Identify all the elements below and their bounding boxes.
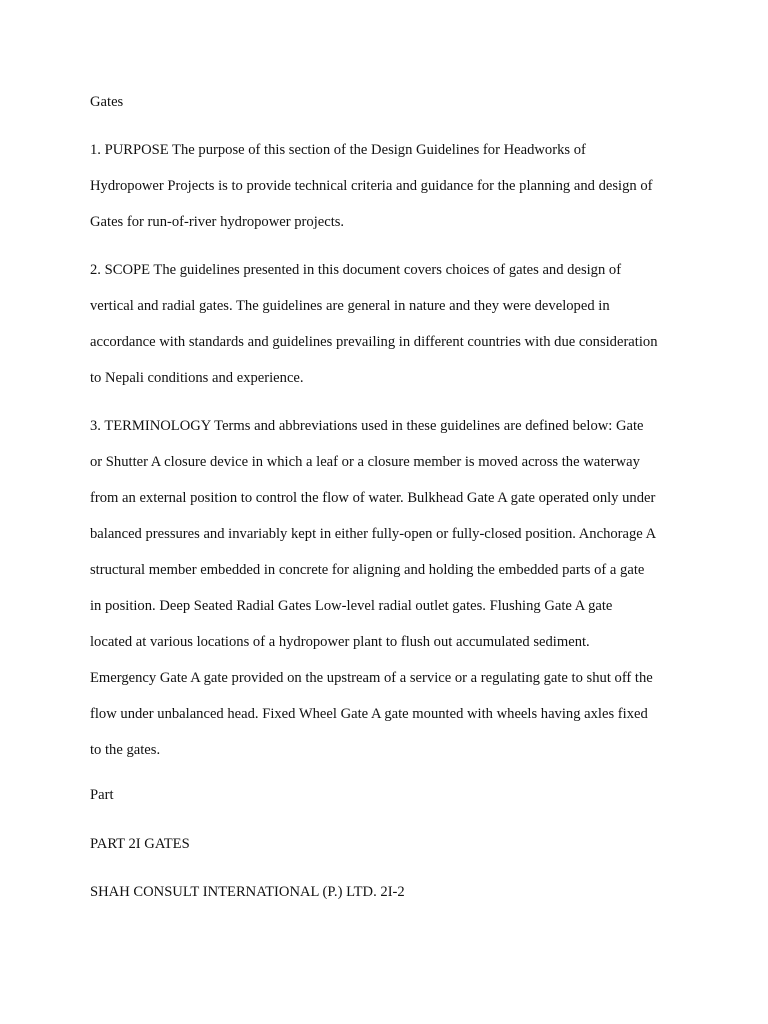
- part-title-text: PART 2I GATES: [90, 836, 190, 852]
- terminology-section: [90, 408, 690, 768]
- footer-text: SHAH CONSULT INTERNATIONAL (P.) LTD. 2I-2: [90, 884, 405, 900]
- terminology-line-7: located at various locations of a hydropower plant to flush out accumulated sediment.: [90, 634, 590, 650]
- terminology-line-8: Emergency Gate A gate provided on the upstream of a service or a regulating gate to shut off the: [90, 670, 653, 686]
- scope-section: [90, 252, 690, 396]
- page-footer: [90, 874, 690, 910]
- scope-line-4: to Nepali conditions and experience.: [90, 370, 304, 386]
- terminology-line-1: 3. TERMINOLOGY Terms and abbreviations used in these guidelines are defined below: Gate: [90, 418, 644, 434]
- part-label-text: Part: [90, 787, 114, 803]
- scope-line-2: vertical and radial gates. The guidelines are general in nature and they were developed in: [90, 298, 610, 314]
- part-label: [90, 777, 690, 813]
- document-heading: [90, 84, 690, 120]
- purpose-line-2: Hydropower Projects is to provide technical criteria and guidance for the planning and design of: [90, 178, 653, 194]
- heading-text: Gates: [90, 94, 124, 110]
- scope-line-3: accordance with standards and guidelines prevailing in different countries with due consideration: [90, 334, 658, 350]
- terminology-line-3: from an external position to control the flow of water. Bulkhead Gate A gate operated only under: [90, 490, 656, 506]
- terminology-line-5: structural member embedded in concrete for aligning and holding the embedded parts of a gate: [90, 562, 645, 578]
- terminology-line-10: to the gates.: [90, 742, 161, 758]
- terminology-line-9: flow under unbalanced head. Fixed Wheel Gate A gate mounted with wheels having axles fixed: [90, 706, 648, 722]
- part-title: [90, 826, 690, 862]
- purpose-section: [90, 132, 690, 240]
- purpose-line-3: Gates for run-of-river hydropower projects.: [90, 214, 345, 230]
- scope-line-1: 2. SCOPE The guidelines presented in this document covers choices of gates and design of: [90, 262, 622, 278]
- purpose-line-1: 1. PURPOSE The purpose of this section of the Design Guidelines for Headworks of: [90, 142, 586, 158]
- terminology-line-6: in position. Deep Seated Radial Gates Low-level radial outlet gates. Flushing Gate A gate: [90, 598, 613, 614]
- terminology-line-4: balanced pressures and invariably kept in either fully-open or fully-closed position. Anchorage A: [90, 526, 657, 542]
- terminology-line-2: or Shutter A closure device in which a leaf or a closure member is moved across the waterway: [90, 454, 640, 470]
